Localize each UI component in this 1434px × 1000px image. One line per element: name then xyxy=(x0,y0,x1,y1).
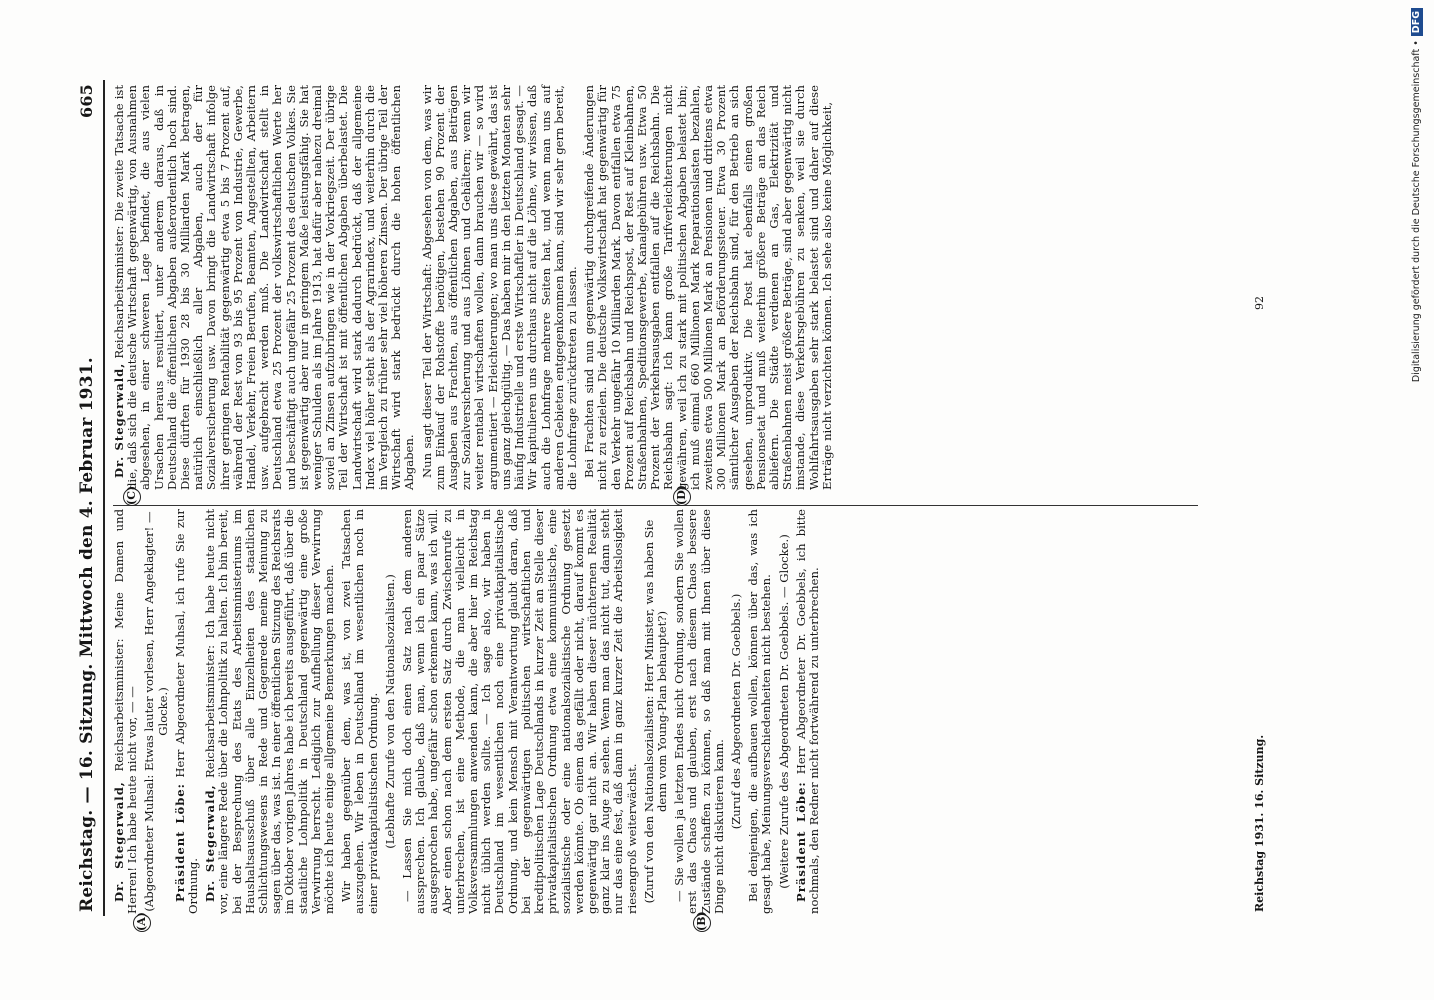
dfg-stamp-text xyxy=(1411,8,1423,998)
paragraph-text: Bei Frachten sind nun gegenwärtig durchgreifende Änderungen nicht zu erzielen. Die deutsche Volkswirtschaft hat gegenwärtig für den Verkehr ungefähr 10 Milliarden Mark. Davon entfallen etwa 75 Prozent auf Reichsbahn und Reichspost, der Rest auf Kleinbahnen, Straßenbahnen, Speditionsgewerbe, Kanalgebühren usw. Etwa 50 Prozent der Verkehrsausgaben entfallen auf die Reichsbahn. Die Reichsbahn sagt: Ich kann große Tarifverleichterungen nicht gewähren, weil ich zu stark mit politischen Abgaben belastet bin; ich muß einmal 660 Millionen Mark Reparationslasten bezahlen, zweitens etwa 500 Millionen Mark an Pensionen und drittens etwa 300 Millionen Mark an Beförderungssteuer. Etwa 30 Prozent sämtlicher Ausgaben der Reichsbahn sind, für den Betrieb an sich gesehen, unproduktiv. Die Post hat ebenfalls einen großen Pensionsetat und muß weiterhin größere Beträge an das Reich abliefern. Die Städte verdienen an Gas, Elektrizität und Straßenbahnen meist größere Beträge, sind aber gegenwärtig nicht imstande, diese Verkehrsgebühren zu senken, weil sie durch Wohlfahrtsausgaben sehr stark belastet sind und daher auf diese Erträge nicht verzichten können. Ich sehe also keine Möglichkeit, xyxy=(582,85,834,490)
interjection: (Lebhafte Zurufe von den Nationalsozialisten.) xyxy=(382,574,397,849)
interjection: (Weitere Zurufe des Abgeordneten Dr. Goebbels. — Glocke.) xyxy=(776,534,791,889)
paragraph xyxy=(673,509,726,914)
interjection: (Zuruf des Abgeordneten Dr. Goebbels.) xyxy=(728,593,743,830)
paragraph xyxy=(174,509,200,914)
paragraph-text: Bei denjenigen, die aufbauen wollen, können über das, was ich gesagt habe, Meinungsverschiedenheiten nicht bestehen. xyxy=(746,509,774,914)
paragraph-text: Reichsarbeitsminister: Die zweite Tatsache ist die, daß sich die deutsche Wirtschaft gegenwärtig, von Ausnahmen abgesehen, in einer schweren Lage befindet, die aus vielen Ursachen heraus resultiert, unter anderem daraus, daß in Deutschland die öffentlichen Abgaben außerordentlich hoch sind. Diese dürften für 1930 28 bis 30 Milliarden Mark betragen, natürlich einschließlich aller Abgaben, auch der für Sozialversicherung usw. Davon bringt die Landwirtschaft infolge ihrer geringen Rentabilität gegenwärtig etwa 5 bis 7 Prozent auf, während der Rest von 93 bis 95 Prozent von Industrie, Gewerbe, Handel, Verkehr, Freien Berufen, Beamten, Angestellten, Arbeitern usw. aufgebracht werden muß. Die Landwirtschaft stellt in Deutschland etwa 25 Prozent der volkswirtschaftlichen Werte her und beschäftigt auch ungefähr 25 Prozent des deutschen Volkes. Sie ist gegenwärtig aber nur in geringem Maße leistungsfähig. Sie hat weniger Schulden als im Jahre 1913, hat dafür aber nahezu dreimal soviel an Zinsen aufzubringen wie in der Vorkriegszeit. Der übrige Teil der Wirtschaft ist mit öffentlichen Abgaben überbelastet. Die Landwirtschaft wird stark dadurch bedrückt, daß der allgemeine Index viel höher steht als der Agrarindex, und weiterhin durch die im Vergleich zu früher sehr viel höheren Zinsen. Der übrige Teil der Wirtschaft wird stark bedrückt durch die hohen öffentlichen Abgaben. xyxy=(112,84,417,490)
paragraph-text: — Sie wollen ja letzten Endes nicht Ordnung, sondern Sie wollen erst das Chaos und glauben, erst nach diesem Chaos bessere Zustände schaffen zu können, so daß man mit Ihnen über diese Dinge nicht diskutieren kann. xyxy=(672,509,726,914)
page-header xyxy=(73,70,103,930)
page-number: 665 xyxy=(77,84,96,118)
paragraph-text: Nun sagt dieser Teil der Wirtschaft: Abgesehen von dem, was wir zum Einkauf der Rohstoffe benötigen, bestehen 90 Prozent der Ausgaben aus Frachten, aus öffentlichen Abgaben, aus Beiträgen zur Sozialversicherung und aus Löhnen und Gehältern; wenn wir weiter rentabel wirtschaften wollen, dann brauchen wir — so wird argumentiert — Erleichterungen; wo man uns diese gewährt, das ist uns ganz gleichgültig. — Das haben mir in den letzten Monaten sehr häufig Industrielle und erste Wirtschaftler in Deutschland gesagt. — Wir kapitulieren uns durchaus nicht auf die Löhne, wir wissen, daß auch die Lohnfrage mehrere Seiten hat, und wenn man uns auf anderen Gebieten entgegenkommen kann, sind wir sehr gern bereit, die Lohnfrage zurücktreten zu lassen. xyxy=(419,85,579,490)
signature-number: 92 xyxy=(1253,296,1266,310)
margin-mark-b: (B) xyxy=(693,914,711,932)
interjection: (Abgeordneter Muhsal: Etwas lauter vorlesen, Herr Angeklagter! — Glocke.) xyxy=(142,511,170,912)
paragraph-text: Reichsarbeitsminister: Meine Damen und Herren! Ich habe heute nicht vor, — — xyxy=(112,508,140,914)
speaker-name: Präsident Löbe: xyxy=(793,781,808,902)
paragraph xyxy=(583,85,834,490)
speaker-name: Dr. Stegerwald, xyxy=(112,781,126,902)
footer-imprint: Reichstag 1931. 16. Sitzung. xyxy=(1253,734,1266,912)
paragraph-text: — Lassen Sie mich doch einen Satz nach dem anderen aussprechen. Ich glaube, daß man, wenn ich ein paar Sätze ausgesprochen habe, ungefähr schon erkennen kann, was ich will. Aber einen schon nach dem ersten Satz durch Zwischenrufe zu unterbrechen, ist eine Methode, die man vielleicht in Volksversammlungen anwenden kann, die aber hier im Reichstag nicht üblich werden sollte. — Ich sage also, wir haben in Deutschland im wesentlichen noch eine privatkapitalistische Ordnung, und kein Mensch mit Verantwortung glaubt daran, daß bei der gegenwärtigen politischen wirtschaftlichen und kreditpolitischen Lage Deutschlands in kurzer Zeit an Stelle dieser privatkapitalistischen Ordnung etwa eine kommunistische, eine sozialistische oder eine nationalsozialistische Ordnung gesetzt werden könnte. Ob einem das gefällt oder nicht, darauf kommt es gegenwärtig gar nicht an. Wir haben dieser nüchternen Realität ganz klar ins Auge zu sehen. Wenn man das nicht tut, dann steht nur das eine fest, daß dann in ganz kurzer Zeit die Arbeitslosigkeit riesengroß weiterwächst. xyxy=(400,509,639,914)
margin-mark-a: (A) xyxy=(133,914,151,932)
header-rule xyxy=(103,80,105,916)
speaker-name: Dr. Stegerwald, xyxy=(203,784,218,902)
paragraph xyxy=(204,509,336,914)
column-rule xyxy=(113,505,1198,506)
dfg-logo: DFG xyxy=(1411,8,1423,36)
paragraph xyxy=(747,509,773,914)
rotated-page xyxy=(73,70,1333,930)
speaker-name: Präsident Löbe: xyxy=(172,783,187,902)
paragraph xyxy=(340,509,380,914)
paragraph xyxy=(421,85,579,490)
paragraph-text: Reichsarbeitsminister: Ich habe heute nicht vor, eine längere Rede über die Lohnpolitik zu halten. Ich bin bereit, bei der Besprechung des Etats des Arbeitsministeriums im Haushaltsausschuß über alle Einzelheiten des staatlichen Schlichtungswesens in Rede und Gegenrede meine Meinung zu sagen über das, was ist. In einer öffentlichen Sitzung des Reichsrats im Oktober vorigen Jahres habe ich bereits ausgeführt, daß über die staatliche Lohnpolitik in Deutschland gegenwärtig eine große Verwirrung herrscht. Lediglich zur Aufhellung dieser Verwirrung möchte ich heute einige allgemeine Bemerkungen machen. xyxy=(203,508,337,914)
paragraph xyxy=(401,509,639,914)
paragraph xyxy=(113,85,417,490)
margin-mark-d: (D) xyxy=(673,488,691,506)
paragraph xyxy=(795,509,821,914)
speaker-name: Dr. Stegerwald, xyxy=(112,362,126,478)
paragraph xyxy=(113,509,139,914)
paragraph-text: Herr Abgeordneter Muhsal, ich rufe Sie zur Ordnung. xyxy=(172,509,201,914)
margin-mark-c: (C) xyxy=(123,488,141,506)
dfg-stamp-caption: Digitalisierung gefördert durch die Deutsche Forschungsgemeinschaft • xyxy=(1411,40,1422,383)
paragraph-text: Herr Abgeordneter Dr. Goebbels, ich bitte nochmals, den Redner nicht fortwährend zu unterbrechen. xyxy=(793,509,821,914)
left-column xyxy=(113,509,825,914)
paragraph-text: Wir haben gegenüber dem, was ist, von zwei Tatsachen auszugehen. Wir leben in Deutschland im wesentlichen noch in einer privatkapitalistischen Ordnung. xyxy=(339,509,380,914)
interjection: (Zuruf von den Nationalsozialisten: Herr Minister, was haben Sie denn vom Young-Plan behauptet?) xyxy=(641,519,669,904)
dfg-stamp xyxy=(1411,8,1423,998)
right-column xyxy=(113,85,838,490)
running-title: Reichstag. — 16. Sitzung. Mittwoch den 4. Februar 1931. xyxy=(77,357,97,912)
